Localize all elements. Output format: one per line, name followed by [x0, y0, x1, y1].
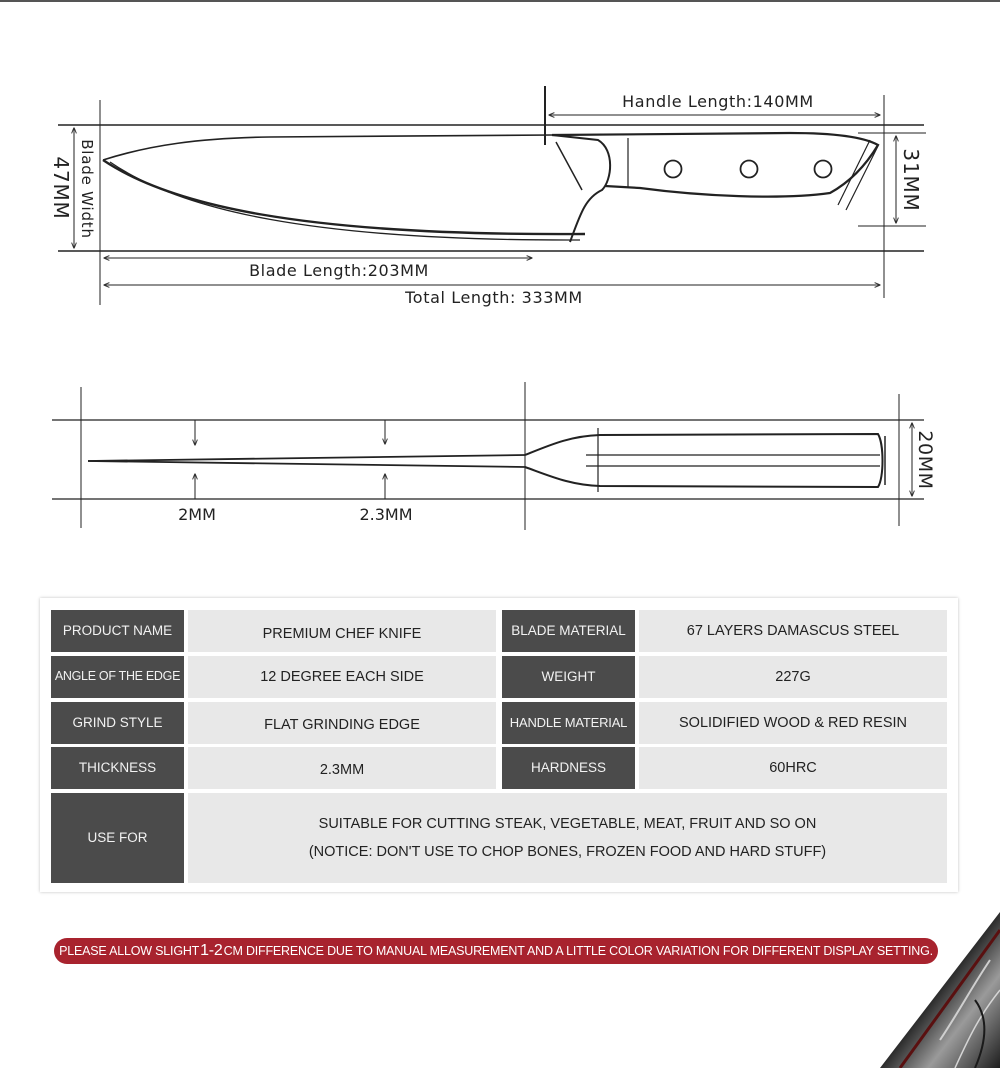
blade-width-label: Blade Width: [78, 139, 96, 239]
blade-width-value: 47MM: [49, 156, 73, 220]
spec-label-product-name: PRODUCT NAME: [51, 610, 184, 652]
use-for-line-1: SUITABLE FOR CUTTING STEAK, VEGETABLE, MEAT, FRUIT AND SO ON: [318, 815, 817, 832]
spec-value-thickness: 2.3MM: [188, 747, 496, 789]
spec-value-weight: 227G: [639, 656, 947, 698]
notice-highlight: 1-2: [200, 942, 223, 959]
notice-text-before: PLEASE ALLOW SLIGHT: [59, 944, 200, 958]
spec-value-grind-style: FLAT GRINDING EDGE: [188, 702, 496, 744]
spec-value-product-name: PREMIUM CHEF KNIFE: [188, 610, 496, 652]
handle-thickness-label: 20MM: [914, 430, 936, 490]
spec-value-hardness: 60HRC: [639, 747, 947, 789]
blade-length-label: Blade Length:203MM: [249, 261, 429, 280]
spec-label-weight: WEIGHT: [502, 656, 635, 698]
handle-length-label: Handle Length:140MM: [622, 92, 814, 111]
spec-value-edge-angle: 12 DEGREE EACH SIDE: [188, 656, 496, 698]
spec-value-blade-material: 67 LAYERS DAMASCUS STEEL: [639, 610, 947, 652]
use-for-line-2: (NOTICE: DON'T USE TO CHOP BONES, FROZEN FOOD AND HARD STUFF): [308, 844, 827, 860]
total-length-label: Total Length: 333MM: [405, 288, 583, 307]
thickness-1-label: 2MM: [178, 505, 216, 524]
spec-label-thickness: THICKNESS: [51, 747, 184, 789]
spec-label-handle-material: HANDLE MATERIAL: [502, 702, 635, 744]
spec-label-blade-material: BLADE MATERIAL: [502, 610, 635, 652]
spec-label-use-for: USE FOR: [51, 793, 184, 883]
notice-text-after: CM DIFFERENCE DUE TO MANUAL MEASUREMENT AND A LITTLE COLOR VARIATION FOR DIFFERENT DISPLAY SETTING.: [223, 944, 933, 958]
spec-label-edge-angle: ANGLE OF THE EDGE: [51, 656, 184, 698]
handle-width-value: 31MM: [899, 148, 923, 212]
spec-value-handle-material: SOLIDIFIED WOOD & RED RESIN: [639, 702, 947, 744]
spec-label-grind-style: GRIND STYLE: [51, 702, 184, 744]
spec-label-hardness: HARDNESS: [502, 747, 635, 789]
thickness-2-label: 2.3MM: [359, 505, 413, 524]
